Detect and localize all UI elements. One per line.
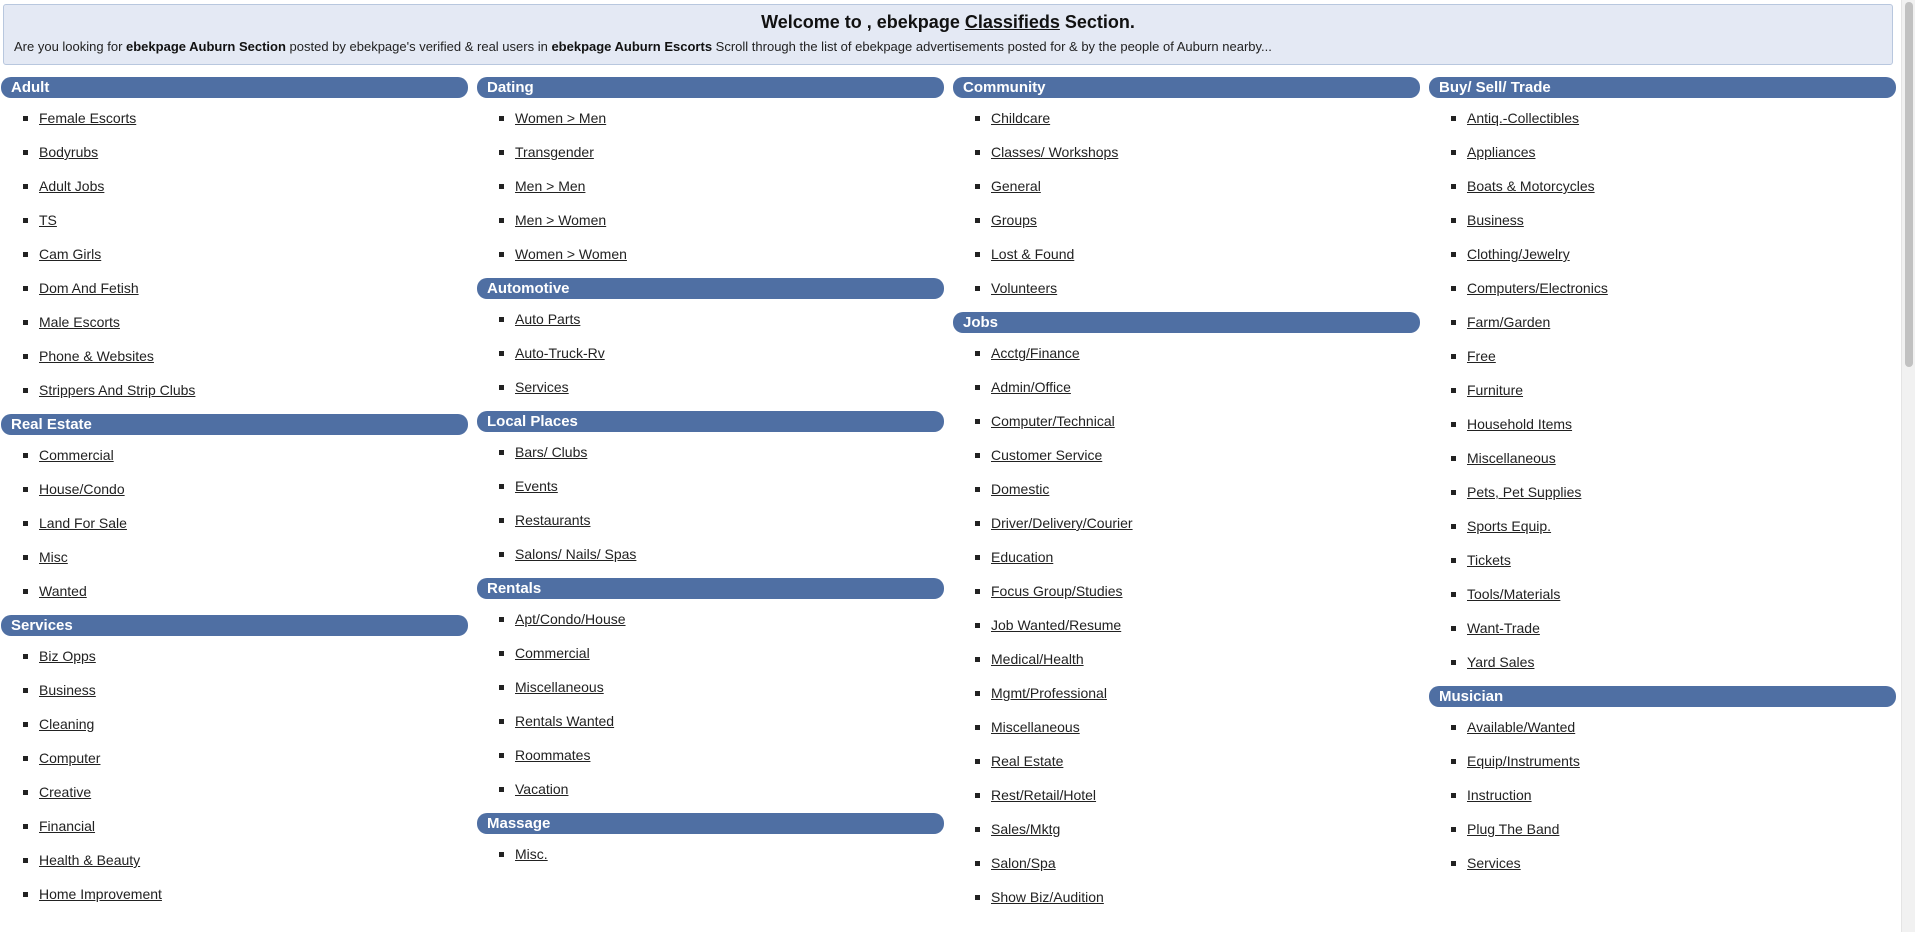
category-link-health-beauty[interactable]: Health & Beauty	[39, 852, 141, 868]
category-link-domestic[interactable]: Domestic	[991, 481, 1050, 497]
category-list	[1429, 101, 1896, 679]
category-link-home-improvement[interactable]: Home Improvement	[39, 886, 162, 902]
category-link-appliances[interactable]: Appliances	[1467, 144, 1536, 160]
category-link-strippers-and-strip-clubs[interactable]: Strippers And Strip Clubs	[39, 382, 196, 398]
category-link-transgender[interactable]: Transgender	[515, 144, 594, 160]
category-link-commercial[interactable]: Commercial	[515, 645, 590, 661]
category-link-sales-mktg[interactable]: Sales/Mktg	[991, 821, 1061, 837]
section-heading: Buy/ Sell/ Trade	[1429, 77, 1896, 98]
category-link-male-escorts[interactable]: Male Escorts	[39, 314, 120, 330]
category-list	[477, 837, 944, 871]
list-item	[1429, 271, 1896, 305]
category-list	[1429, 710, 1896, 880]
section-heading: Musician	[1429, 686, 1896, 707]
list-item	[1, 574, 468, 608]
list-item	[1429, 611, 1896, 645]
category-link-wanted[interactable]: Wanted	[39, 583, 87, 599]
section-heading: Community	[953, 77, 1420, 98]
category-column	[477, 77, 944, 878]
category-link-cleaning[interactable]: Cleaning	[39, 716, 95, 732]
category-link-misc[interactable]: Misc	[39, 549, 68, 565]
category-link-mgmt-professional[interactable]: Mgmt/Professional	[991, 685, 1107, 701]
category-link-house-condo[interactable]: House/Condo	[39, 481, 125, 497]
list-item	[953, 642, 1420, 676]
list-item	[953, 778, 1420, 812]
section-heading: Services	[1, 615, 468, 636]
list-item	[1429, 407, 1896, 441]
page-title	[4, 11, 1892, 33]
category-link-driver-delivery-courier[interactable]: Driver/Delivery/Courier	[991, 515, 1133, 531]
list-item	[953, 169, 1420, 203]
category-link-computer[interactable]: Computer	[39, 750, 101, 766]
intro-part: Are you looking for	[14, 39, 127, 54]
list-item	[953, 744, 1420, 778]
list-item	[477, 237, 944, 271]
category-link-lost-found[interactable]: Lost & Found	[991, 246, 1075, 262]
list-item	[477, 302, 944, 336]
category-link-services[interactable]: Services	[515, 379, 569, 395]
category-list	[1, 639, 468, 911]
section-musician	[1429, 686, 1896, 880]
list-item	[1429, 509, 1896, 543]
category-link-customer-service[interactable]: Customer Service	[991, 447, 1103, 463]
list-item	[1429, 203, 1896, 237]
list-item	[1429, 577, 1896, 611]
section-adult	[1, 77, 468, 407]
category-link-education[interactable]: Education	[991, 549, 1054, 565]
list-item	[953, 812, 1420, 846]
list-item	[477, 537, 944, 571]
list-item	[477, 336, 944, 370]
intro-part: Scroll through the list of ebekpage advertisements posted for & by the people of Auburn nearby...	[712, 39, 1272, 54]
category-link-clothing-jewelry[interactable]: Clothing/Jewelry	[1467, 246, 1570, 262]
list-item	[953, 135, 1420, 169]
category-link-auto-parts[interactable]: Auto Parts	[515, 311, 581, 327]
intro-text	[14, 38, 1892, 56]
list-item	[953, 404, 1420, 438]
list-item	[477, 636, 944, 670]
list-item	[1, 707, 468, 741]
category-link-medical-health[interactable]: Medical/Health	[991, 651, 1084, 667]
list-item	[1, 809, 468, 843]
category-column	[1, 77, 468, 918]
section-jobs	[953, 312, 1420, 914]
list-item	[1429, 135, 1896, 169]
list-item	[1429, 237, 1896, 271]
category-link-men-men[interactable]: Men > Men	[515, 178, 586, 194]
list-item	[477, 435, 944, 469]
list-item	[1, 373, 468, 407]
list-item	[1, 169, 468, 203]
list-item	[477, 469, 944, 503]
category-link-boats-motorcycles[interactable]: Boats & Motorcycles	[1467, 178, 1595, 194]
list-item	[953, 710, 1420, 744]
category-link-farm-garden[interactable]: Farm/Garden	[1467, 314, 1551, 330]
list-item	[1, 741, 468, 775]
list-item	[953, 540, 1420, 574]
list-item	[1, 673, 468, 707]
classifieds-link[interactable]: Classifieds	[964, 12, 1060, 32]
section-rentals	[477, 578, 944, 806]
category-link-general[interactable]: General	[991, 178, 1041, 194]
list-item	[1429, 441, 1896, 475]
category-link-women-women[interactable]: Women > Women	[515, 246, 627, 262]
list-item	[477, 370, 944, 404]
list-item	[953, 101, 1420, 135]
list-item	[953, 271, 1420, 305]
category-link-acctg-finance[interactable]: Acctg/Finance	[991, 345, 1080, 361]
list-item	[953, 336, 1420, 370]
category-list	[953, 101, 1420, 305]
section-heading: Massage	[477, 813, 944, 834]
welcome-banner	[3, 4, 1893, 65]
list-item	[477, 837, 944, 871]
category-link-roommates[interactable]: Roommates	[515, 747, 591, 763]
section-automotive	[477, 278, 944, 404]
category-list	[1, 438, 468, 608]
category-column	[953, 77, 1420, 921]
vertical-scrollbar[interactable]	[1901, 0, 1915, 932]
category-list	[1, 101, 468, 407]
category-link-free[interactable]: Free	[1467, 348, 1496, 364]
category-link-events[interactable]: Events	[515, 478, 558, 494]
list-item	[953, 370, 1420, 404]
list-item	[953, 472, 1420, 506]
list-item	[953, 506, 1420, 540]
list-item	[1429, 778, 1896, 812]
section-heading: Adult	[1, 77, 468, 98]
category-link-volunteers[interactable]: Volunteers	[991, 280, 1058, 296]
list-item	[1429, 645, 1896, 679]
category-link-job-wanted-resume[interactable]: Job Wanted/Resume	[991, 617, 1122, 633]
category-link-furniture[interactable]: Furniture	[1467, 382, 1524, 398]
category-link-vacation[interactable]: Vacation	[515, 781, 569, 797]
section-buy-sell-trade	[1429, 77, 1896, 679]
list-item	[1, 339, 468, 373]
category-link-restaurants[interactable]: Restaurants	[515, 512, 591, 528]
category-link-pets-pet-supplies[interactable]: Pets, Pet Supplies	[1467, 484, 1582, 500]
category-list	[477, 302, 944, 404]
section-services	[1, 615, 468, 911]
category-link-childcare[interactable]: Childcare	[991, 110, 1051, 126]
category-link-antiq-collectibles[interactable]: Antiq.-Collectibles	[1467, 110, 1580, 126]
list-item	[953, 574, 1420, 608]
list-item	[953, 880, 1420, 914]
list-item	[477, 670, 944, 704]
category-link-available-wanted[interactable]: Available/Wanted	[1467, 719, 1576, 735]
category-list	[477, 602, 944, 806]
list-item	[477, 602, 944, 636]
category-link-salons-nails-spas[interactable]: Salons/ Nails/ Spas	[515, 546, 637, 562]
category-link-men-women[interactable]: Men > Women	[515, 212, 607, 228]
scrollbar-thumb[interactable]	[1905, 2, 1913, 367]
category-link-rentals-wanted[interactable]: Rentals Wanted	[515, 713, 615, 729]
category-link-phone-websites[interactable]: Phone & Websites	[39, 348, 154, 364]
category-link-miscellaneous[interactable]: Miscellaneous	[991, 719, 1080, 735]
category-link-biz-opps[interactable]: Biz Opps	[39, 648, 96, 664]
category-link-show-biz-audition[interactable]: Show Biz/Audition	[991, 889, 1104, 905]
section-heading: Jobs	[953, 312, 1420, 333]
category-link-cam-girls[interactable]: Cam Girls	[39, 246, 102, 262]
list-item	[1429, 169, 1896, 203]
category-column	[1429, 77, 1896, 887]
category-link-creative[interactable]: Creative	[39, 784, 92, 800]
intro-bold-section: ebekpage Auburn Section	[126, 39, 286, 54]
list-item	[953, 676, 1420, 710]
section-local-places	[477, 411, 944, 571]
category-link-miscellaneous[interactable]: Miscellaneous	[1467, 450, 1556, 466]
list-item	[477, 772, 944, 806]
section-real-estate	[1, 414, 468, 608]
section-heading: Rentals	[477, 578, 944, 599]
list-item	[1429, 744, 1896, 778]
category-link-apt-condo-house[interactable]: Apt/Condo/House	[515, 611, 626, 627]
list-item	[477, 738, 944, 772]
category-link-instruction[interactable]: Instruction	[1467, 787, 1532, 803]
category-link-services[interactable]: Services	[1467, 855, 1521, 871]
category-link-groups[interactable]: Groups	[991, 212, 1037, 228]
list-item	[1, 305, 468, 339]
category-link-dom-and-fetish[interactable]: Dom And Fetish	[39, 280, 139, 296]
list-item	[1429, 373, 1896, 407]
title-text-end: Section.	[1059, 12, 1135, 32]
list-item	[1, 237, 468, 271]
category-link-business[interactable]: Business	[1467, 212, 1524, 228]
section-heading: Local Places	[477, 411, 944, 432]
category-link-rest-retail-hotel[interactable]: Rest/Retail/Hotel	[991, 787, 1097, 803]
list-item	[1, 506, 468, 540]
list-item	[1429, 812, 1896, 846]
category-link-bars-clubs[interactable]: Bars/ Clubs	[515, 444, 588, 460]
list-item	[1, 203, 468, 237]
list-item	[953, 438, 1420, 472]
category-list	[477, 435, 944, 571]
category-link-salon-spa[interactable]: Salon/Spa	[991, 855, 1056, 871]
category-link-computer-technical[interactable]: Computer/Technical	[991, 413, 1115, 429]
list-item	[1429, 101, 1896, 135]
category-link-ts[interactable]: TS	[39, 212, 57, 228]
category-link-female-escorts[interactable]: Female Escorts	[39, 110, 137, 126]
category-link-adult-jobs[interactable]: Adult Jobs	[39, 178, 105, 194]
category-link-business[interactable]: Business	[39, 682, 96, 698]
category-link-misc[interactable]: Misc.	[515, 846, 548, 862]
list-item	[1429, 710, 1896, 744]
title-text: Welcome to , ebekpage	[761, 12, 965, 32]
list-item	[1, 135, 468, 169]
list-item	[953, 203, 1420, 237]
list-item	[477, 101, 944, 135]
category-link-focus-group-studies[interactable]: Focus Group/Studies	[991, 583, 1123, 599]
category-link-yard-sales[interactable]: Yard Sales	[1467, 654, 1535, 670]
list-item	[1, 639, 468, 673]
category-link-real-estate[interactable]: Real Estate	[991, 753, 1064, 769]
list-item	[1, 775, 468, 809]
category-link-auto-truck-rv[interactable]: Auto-Truck-Rv	[515, 345, 605, 361]
category-link-women-men[interactable]: Women > Men	[515, 110, 607, 126]
list-item	[953, 846, 1420, 880]
list-item	[477, 503, 944, 537]
category-link-admin-office[interactable]: Admin/Office	[991, 379, 1071, 395]
category-link-land-for-sale[interactable]: Land For Sale	[39, 515, 127, 531]
category-link-plug-the-band[interactable]: Plug The Band	[1467, 821, 1560, 837]
category-link-tickets[interactable]: Tickets	[1467, 552, 1511, 568]
list-item	[477, 135, 944, 169]
list-item	[1, 877, 468, 911]
section-dating	[477, 77, 944, 271]
category-link-want-trade[interactable]: Want-Trade	[1467, 620, 1540, 636]
list-item	[1, 843, 468, 877]
category-link-household-items[interactable]: Household Items	[1467, 416, 1573, 432]
list-item	[1429, 475, 1896, 509]
category-link-tools-materials[interactable]: Tools/Materials	[1467, 586, 1561, 602]
section-heading: Real Estate	[1, 414, 468, 435]
list-item	[953, 608, 1420, 642]
category-link-sports-equip[interactable]: Sports Equip.	[1467, 518, 1552, 534]
section-massage	[477, 813, 944, 871]
list-item	[1429, 339, 1896, 373]
list-item	[1429, 543, 1896, 577]
category-link-miscellaneous[interactable]: Miscellaneous	[515, 679, 604, 695]
category-link-bodyrubs[interactable]: Bodyrubs	[39, 144, 99, 160]
section-heading: Automotive	[477, 278, 944, 299]
category-link-classes-workshops[interactable]: Classes/ Workshops	[991, 144, 1119, 160]
list-item	[1, 540, 468, 574]
section-heading: Dating	[477, 77, 944, 98]
list-item	[1429, 305, 1896, 339]
list-item	[477, 203, 944, 237]
category-link-financial[interactable]: Financial	[39, 818, 96, 834]
section-community	[953, 77, 1420, 305]
intro-bold-escorts: ebekpage Auburn Escorts	[551, 39, 713, 54]
list-item	[477, 169, 944, 203]
list-item	[953, 237, 1420, 271]
list-item	[1, 271, 468, 305]
list-item	[477, 704, 944, 738]
list-item	[1, 101, 468, 135]
category-list	[477, 101, 944, 271]
category-link-equip-instruments[interactable]: Equip/Instruments	[1467, 753, 1580, 769]
list-item	[1429, 846, 1896, 880]
category-link-commercial[interactable]: Commercial	[39, 447, 114, 463]
intro-part: posted by ebekpage's verified & real users in	[285, 39, 552, 54]
list-item	[1, 472, 468, 506]
category-list	[953, 336, 1420, 914]
list-item	[1, 438, 468, 472]
category-link-computers-electronics[interactable]: Computers/Electronics	[1467, 280, 1608, 296]
